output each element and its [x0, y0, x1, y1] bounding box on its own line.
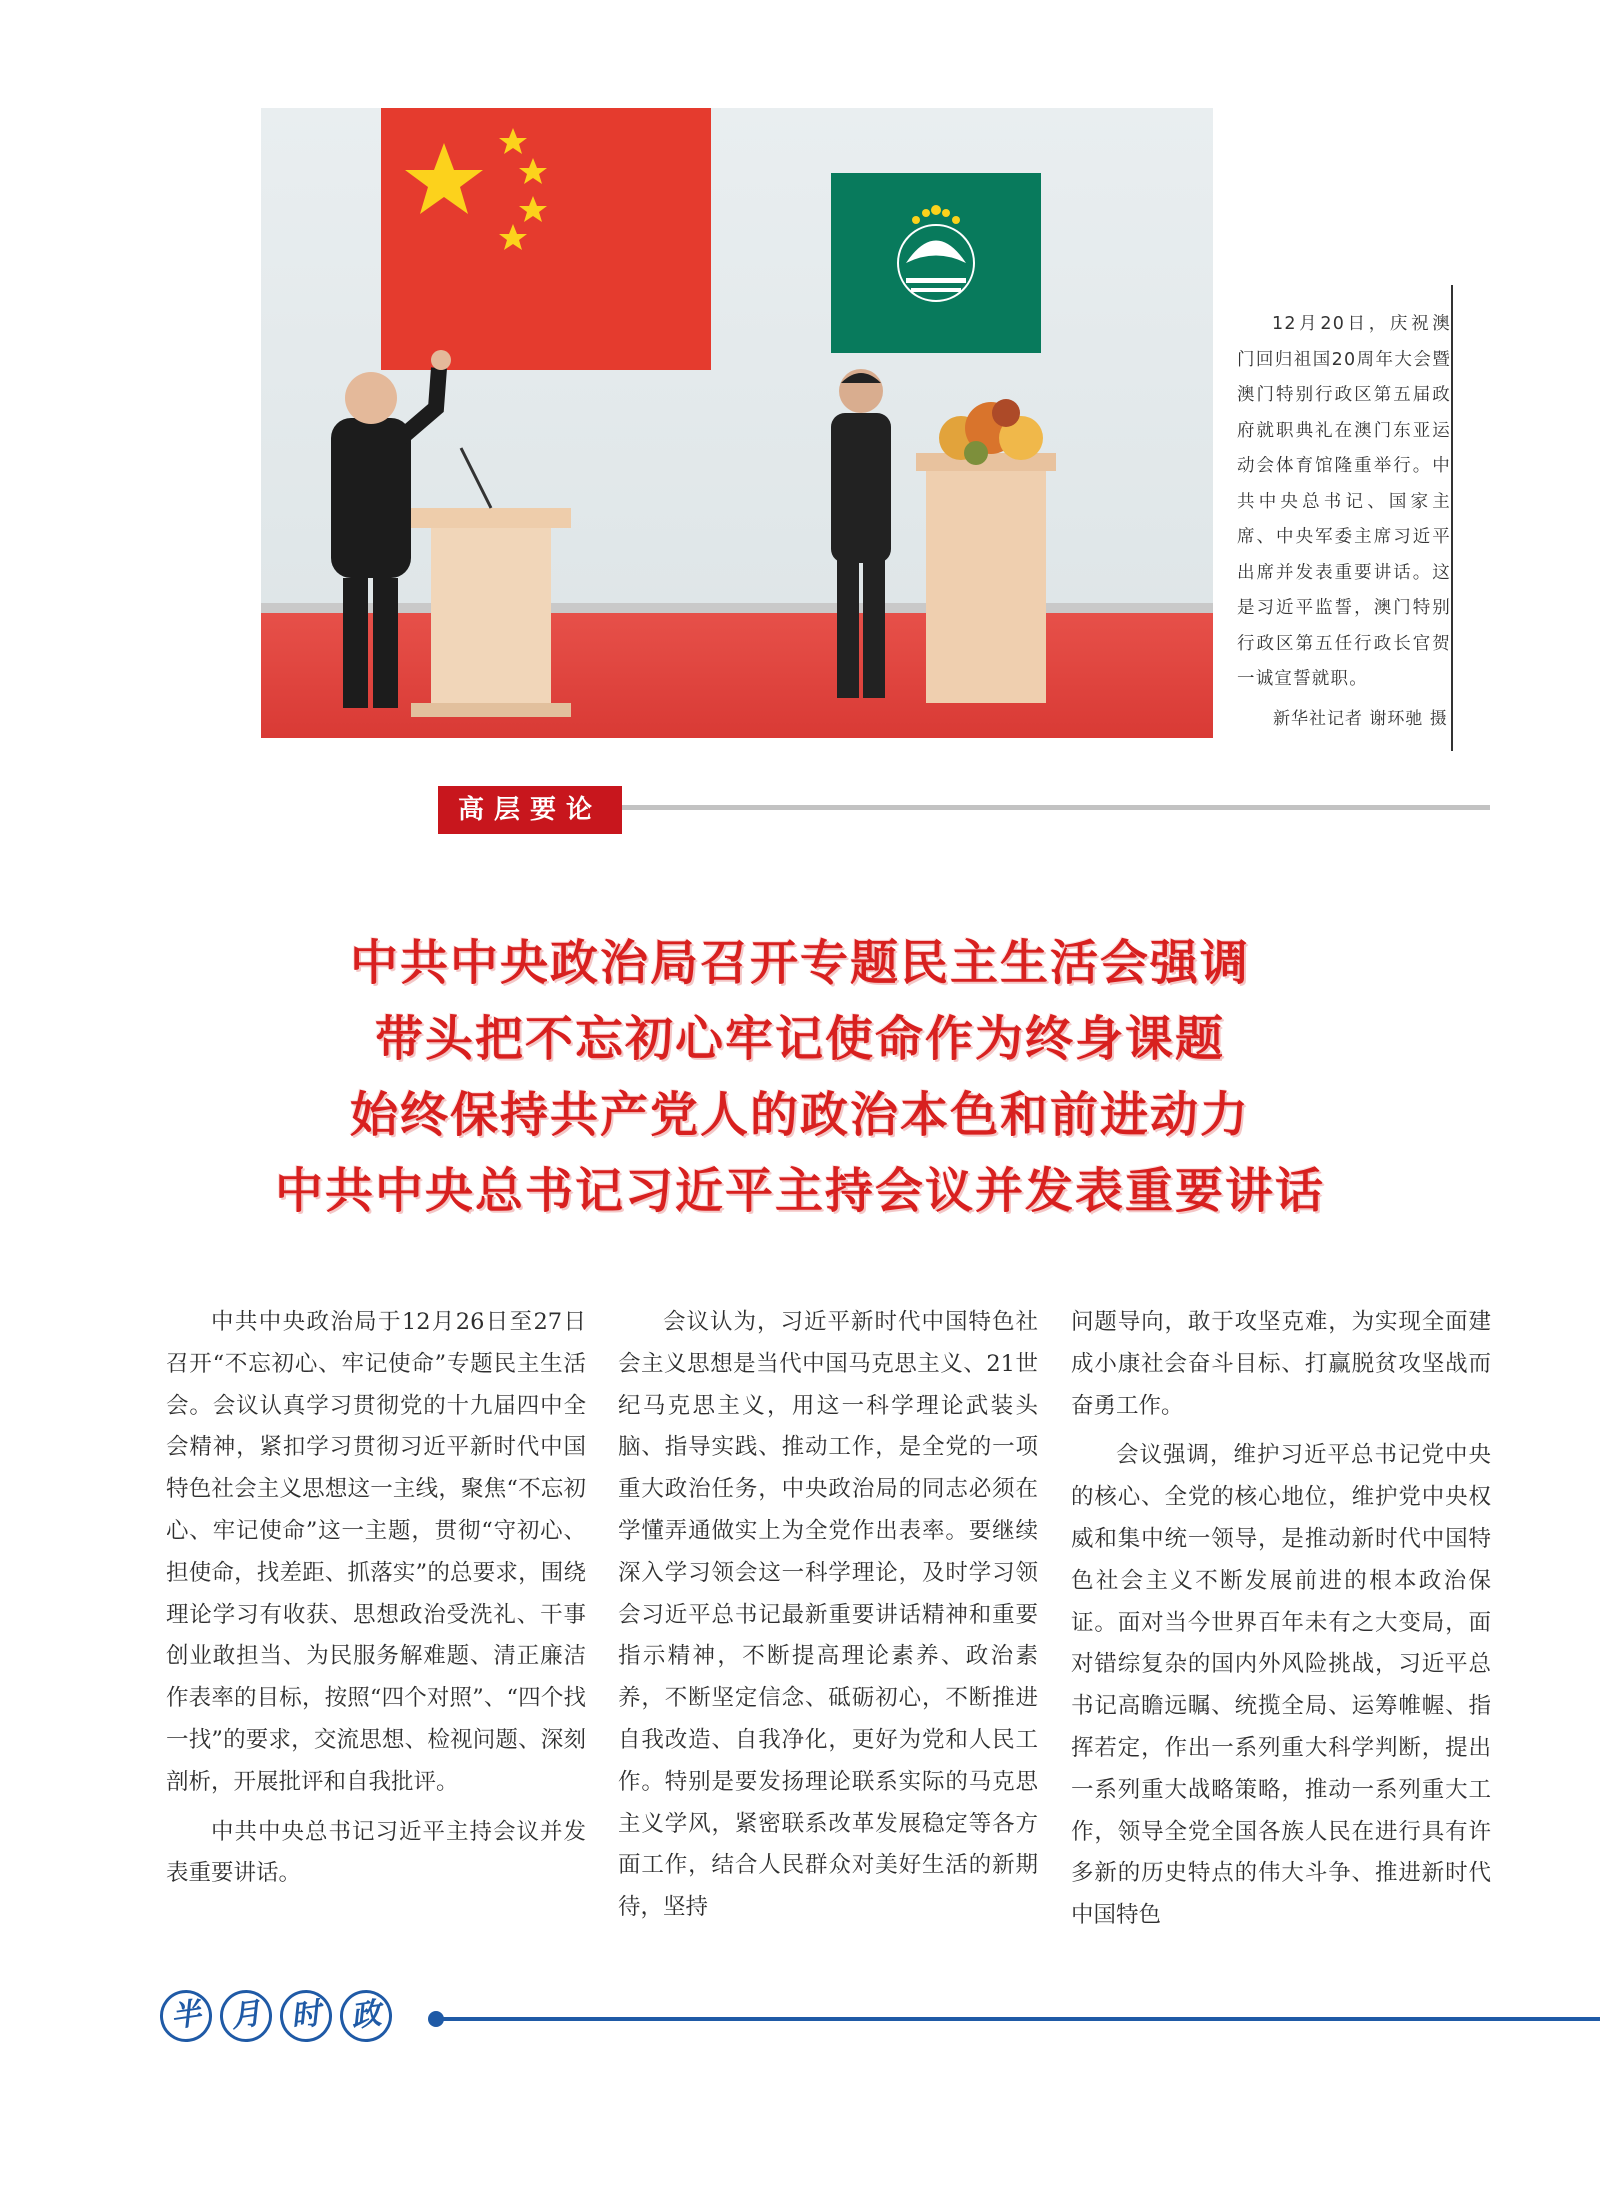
body-column-2: [618, 1302, 1038, 1937]
national-flag: [381, 108, 711, 370]
logo-char: 时: [277, 1987, 336, 2046]
section-tag: 高层要论: [438, 786, 622, 834]
body-column-1: [166, 1302, 586, 1903]
paragraph: 中共中央政治局于12月26日至27日召开“不忘初心、牢记使命”专题民主生活会。会议认真学习贯彻党的十九届四中全会精神，紧扣学习贯彻习近平新时代中国特色社会主义思想这一主线，聚焦“不忘初心、牢记使命”这一主题，贯彻“守初心、担使命，找差距、抓落实”的总要求，围绕理论学习有收获、思想政治受洗礼、干事创业敢担当、为民服务解难题、清正廉洁作表率的目标，按照“四个对照”、“四个找一找”的要求，交流思想、检视问题、深刻剖析，开展批评和自我批评。: [166, 1309, 586, 1795]
logo-char: 半: [157, 1987, 216, 2046]
news-photo: [261, 108, 1213, 738]
headline-line-4: 中共中央总书记习近平主持会议并发表重要讲话: [274, 1163, 1325, 1219]
body-column-3: [1071, 1302, 1491, 1945]
footer-rule: [440, 2017, 1600, 2021]
headline: [130, 925, 1470, 1229]
section-divider: [622, 805, 1490, 810]
headline-line-1: 中共中央政治局召开专题民主生活会强调: [349, 935, 1250, 991]
logo-char: 政: [337, 1987, 396, 2046]
headline-line-2: 带头把不忘初心牢记使命作为终身课题: [374, 1011, 1225, 1067]
paragraph-continued: 问题导向，敢于攻坚克难，为实现全面建成小康社会奋斗目标、打赢脱贫攻坚战而奋勇工作。: [1071, 1309, 1491, 1419]
paragraph: 中共中央总书记习近平主持会议并发表重要讲话。: [166, 1818, 586, 1887]
swearing-in-ceremony-image: [261, 108, 1213, 738]
caption-text: 12月20日，庆祝澳门回归祖国20周年大会暨澳门特别行政区第五届政府就职典礼在澳门东亚运动会体育馆隆重举行。中共中央总书记、国家主席、中央军委主席习近平出席并发表重要讲话。这是习近平监誓，澳门特别行政区第五任行政长官贺一诚宣誓就职。: [1237, 314, 1451, 689]
photo-credit: 新华社记者 谢环驰 摄: [1273, 708, 1448, 729]
magazine-logo: [160, 1990, 392, 2050]
paragraph: 会议认为，习近平新时代中国特色社会主义思想是当代中国马克思主义、21世纪马克思主义，用这一科学理论武装头脑、指导实践、推动工作，是全党的一项重大政治任务，中央政治局的同志必须在学懂弄通做实上为全党作出表率。要继续深入学习领会这一科学理论，及时学习领会习近平总书记最新重要讲话精神和重要指示精神，不断提高理论素养、政治素养，不断坚定信念、砥砺初心，不断推进自我改造、自我净化，更好为党和人民工作。特别是要发扬理论联系实际的马克思主义学风，紧密联系改革发展稳定等各方面工作，结合人民群众对美好生活的新期待，坚持: [618, 1309, 1038, 1921]
photo-caption: [1213, 285, 1453, 751]
logo-char: 月: [217, 1987, 276, 2046]
paragraph: 会议强调，维护习近平总书记党中央的核心、全党的核心地位，维护党中央权威和集中统一领导，是推动新时代中国特色社会主义不断发展前进的根本政治保证。面对当今世界百年未有之大变局，面对错综复杂的国内外风险挑战，习近平总书记高瞻远瞩、统揽全局、运筹帷幄、指挥若定，作出一系列重大科学判断，提出一系列重大战略策略，推动一系列重大工作，领导全党全国各族人民在进行具有许多新的历史特点的伟大斗争、推进新时代中国特色: [1071, 1442, 1491, 1929]
headline-line-3: 始终保持共产党人的政治本色和前进动力: [349, 1087, 1250, 1143]
macao-flag: [831, 173, 1041, 353]
